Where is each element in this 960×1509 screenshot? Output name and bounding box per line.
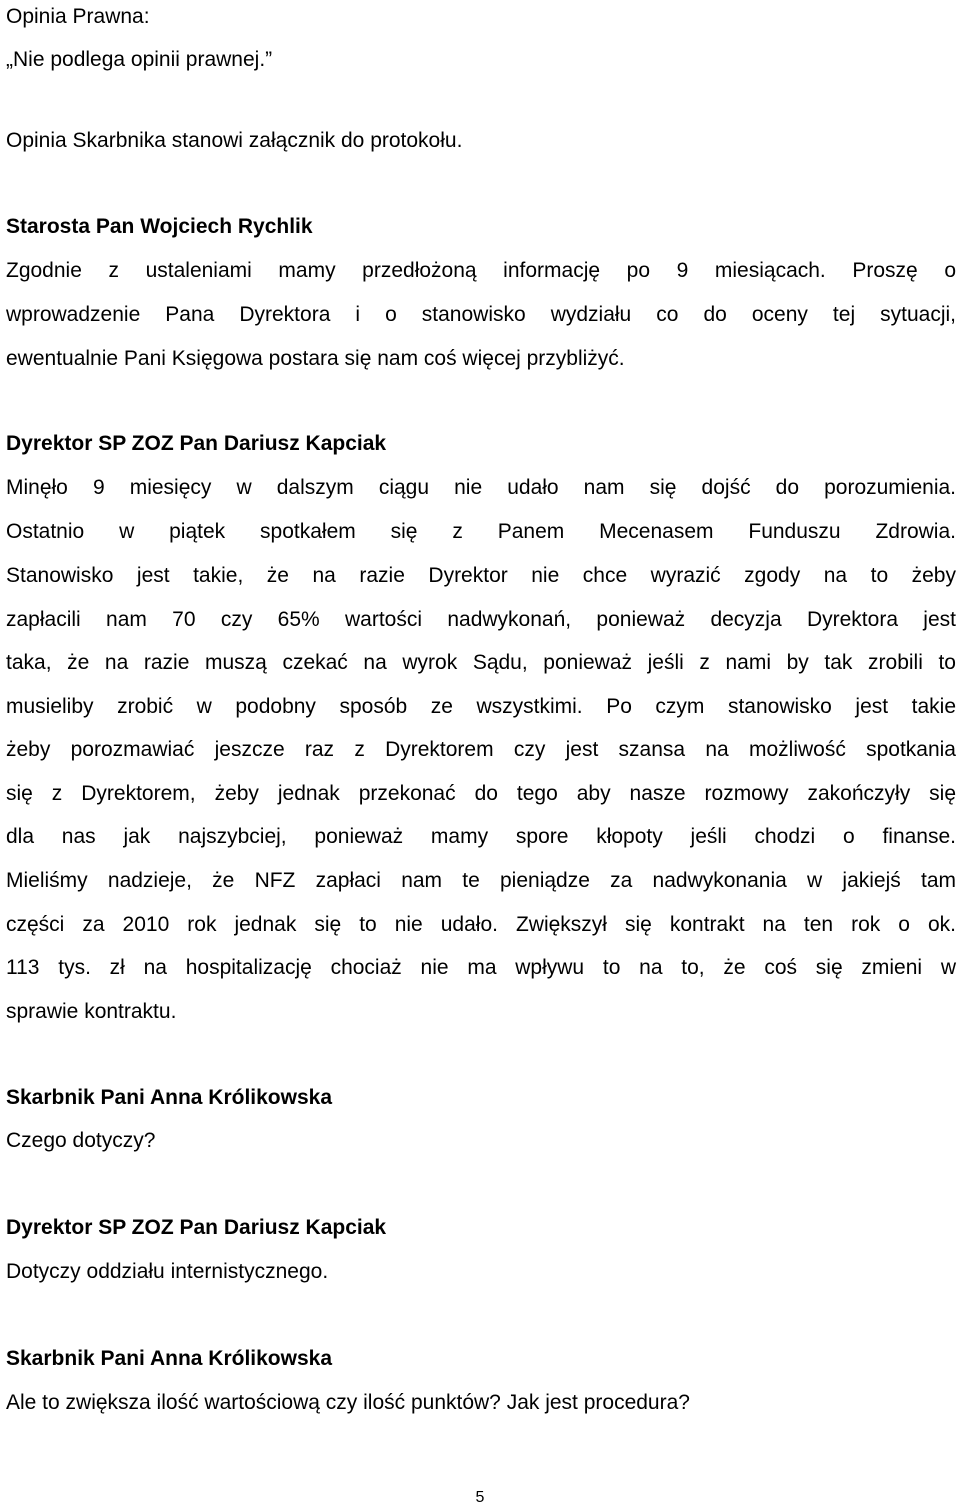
paragraph-line: Ostatnio w piątek spotkałem się z Panem Mecenasem Funduszu Zdrowia. — [6, 520, 956, 543]
speaker-heading: Starosta Pan Wojciech Rychlik — [6, 215, 313, 238]
paragraph-line: się z Dyrektorem, żeby jednak przekonać do tego aby nasze rozmowy zakończyły się — [6, 782, 956, 805]
paragraph-line: musieliby zrobić w podobny sposób ze wszystkimi. Po czym stanowisko jest takie — [6, 695, 956, 718]
paragraph-line: Zgodnie z ustaleniami mamy przedłożoną informację po 9 miesiącach. Proszę o — [6, 259, 956, 282]
paragraph-line: Minęło 9 miesięcy w dalszym ciągu nie udało nam się dojść do porozumienia. — [6, 476, 956, 499]
speaker-heading: Skarbnik Pani Anna Królikowska — [6, 1347, 332, 1370]
opinion-value: „Nie podlega opinii prawnej.” — [6, 48, 273, 71]
speaker-heading: Dyrektor SP ZOZ Pan Dariusz Kapciak — [6, 1216, 387, 1239]
paragraph-line: zapłacili nam 70 czy 65% wartości nadwykonań, ponieważ decyzja Dyrektora jest — [6, 608, 956, 631]
opinion-label: Opinia Prawna: — [6, 5, 150, 28]
paragraph-line: wprowadzenie Pana Dyrektora i o stanowisko wydziału co do oceny tej sytuacji, — [6, 303, 956, 326]
paragraph-line: 113 tys. zł na hospitalizację chociaż nie ma wpływu to na to, że coś się zmieni w — [6, 956, 956, 979]
treasurer-opinion-note: Opinia Skarbnika stanowi załącznik do protokołu. — [6, 129, 463, 152]
paragraph-line: Mieliśmy nadzieje, że NFZ zapłaci nam te pieniądze za nadwykonania w jakiejś tam — [6, 869, 956, 892]
paragraph-line: Dotyczy oddziału internistycznego. — [6, 1260, 329, 1283]
paragraph-line: części za 2010 rok jednak się to nie udało. Zwiększył się kontrakt na ten rok o ok. — [6, 913, 956, 936]
paragraph-line: ewentualnie Pani Księgowa postara się nam coś więcej przybliżyć. — [6, 347, 625, 370]
paragraph-line: sprawie kontraktu. — [6, 1000, 177, 1023]
page-number: 5 — [475, 1489, 485, 1506]
paragraph-line: Ale to zwiększa ilość wartościową czy ilość punktów? Jak jest procedura? — [6, 1391, 690, 1414]
paragraph-line: żeby porozmawiać jeszcze raz z Dyrektorem czy jest szansa na możliwość spotkania — [6, 738, 956, 761]
paragraph-line: Czego dotyczy? — [6, 1129, 156, 1152]
paragraph-line: taka, że na razie muszą czekać na wyrok Sądu, ponieważ jeśli z nami by tak zrobili to — [6, 651, 956, 674]
paragraph-line: dla nas jak najszybciej, ponieważ mamy spore kłopoty jeśli chodzi o finanse. — [6, 825, 956, 848]
paragraph-line: Stanowisko jest takie, że na razie Dyrektor nie chce wyrazić zgody na to żeby — [6, 564, 956, 587]
speaker-heading: Skarbnik Pani Anna Królikowska — [6, 1086, 332, 1109]
speaker-heading: Dyrektor SP ZOZ Pan Dariusz Kapciak — [6, 432, 387, 455]
